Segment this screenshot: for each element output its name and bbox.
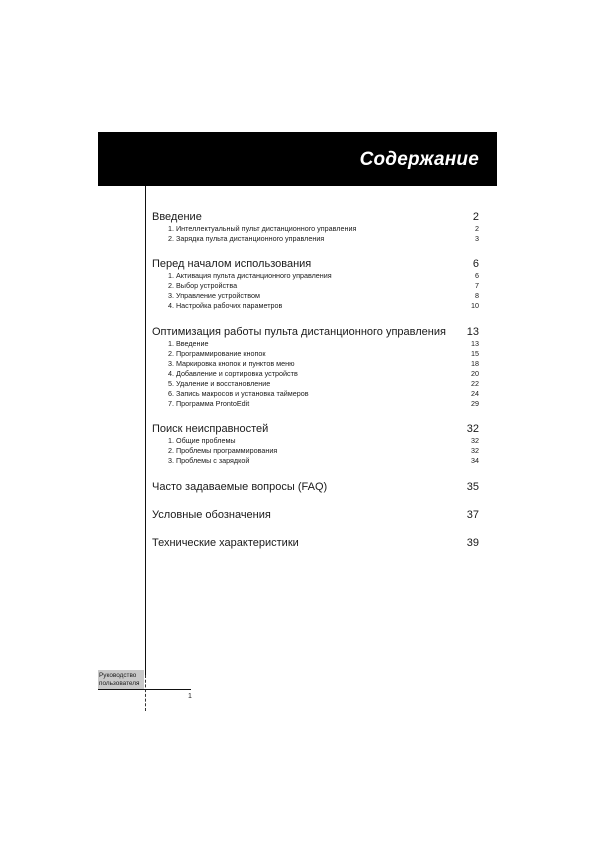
toc-entry[interactable]	[152, 281, 479, 291]
toc-entry-label: 4. Настройка рабочих параметров	[168, 301, 283, 311]
toc-entry[interactable]	[152, 349, 479, 359]
toc-section-page: 39	[466, 536, 479, 549]
toc-entry-page: 8	[475, 291, 479, 301]
toc-section	[152, 257, 479, 311]
toc-entry[interactable]	[152, 224, 479, 234]
toc-section-page: 37	[466, 508, 479, 521]
page-title: Содержание	[359, 149, 479, 170]
toc-entry-label: 3. Управление устройством	[168, 291, 260, 301]
footer-rule	[98, 689, 191, 690]
toc-entry[interactable]	[152, 369, 479, 379]
toc-entry-page: 34	[471, 456, 479, 466]
toc-entry-page: 15	[471, 348, 479, 358]
toc-entry-label: 3. Маркировка кнопок и пунктов меню	[168, 358, 295, 368]
toc-entry[interactable]	[152, 359, 479, 369]
toc-section-page: 13	[466, 325, 479, 338]
toc-section-page: 32	[466, 423, 479, 436]
toc-section	[152, 325, 479, 410]
toc-entry-page: 10	[471, 301, 479, 311]
toc-entry-page: 6	[475, 271, 479, 281]
footer-label	[99, 672, 145, 688]
toc-section-row[interactable]	[152, 257, 479, 271]
toc-section-title: Оптимизация работы пульта дистанционного управления	[152, 325, 446, 338]
toc-entry[interactable]	[152, 301, 479, 311]
toc-section-row[interactable]	[152, 536, 479, 550]
toc-section-page: 6	[472, 258, 479, 271]
toc-entry-label: 7. Программа ProntoEdit	[168, 399, 250, 409]
toc-entry[interactable]	[152, 379, 479, 389]
toc-entry-label: 1. Общие проблемы	[168, 436, 236, 446]
toc-section-row[interactable]	[152, 508, 479, 522]
page-number: 1	[188, 693, 192, 700]
toc-entry[interactable]	[152, 389, 479, 399]
toc-entry-page: 29	[471, 399, 479, 409]
toc-section	[152, 480, 479, 494]
toc-entry-label: 2. Программирование кнопок	[168, 348, 266, 358]
toc-section-row[interactable]	[152, 422, 479, 436]
toc-entry-label: 2. Выбор устройства	[168, 281, 238, 291]
table-of-contents	[152, 210, 479, 564]
toc-section	[152, 422, 479, 466]
footer-label-line2: пользователя	[99, 680, 140, 687]
toc-entry-label: 1. Введение	[168, 338, 209, 348]
toc-section	[152, 210, 479, 244]
toc-section-title: Перед началом использования	[152, 258, 312, 271]
footer-label-line1: Руководство	[99, 672, 137, 679]
toc-entry-page: 3	[475, 234, 479, 244]
toc-section-page: 2	[472, 211, 479, 223]
toc-section-title: Условные обозначения	[152, 508, 271, 521]
toc-entry-page: 32	[471, 446, 479, 456]
toc-entry-label: 3. Проблемы с зарядкой	[168, 456, 250, 466]
toc-entry-label: 5. Удаление и восстановление	[168, 378, 271, 388]
toc-entry[interactable]	[152, 399, 479, 409]
toc-entry-page: 2	[475, 224, 479, 233]
toc-section	[152, 508, 479, 522]
toc-entry-label: 2. Зарядка пульта дистанционного управления	[168, 234, 325, 244]
toc-entry-label: 1. Активация пульта дистанционного управления	[168, 271, 332, 281]
toc-entry-label: 6. Запись макросов и установка таймеров	[168, 389, 309, 399]
toc-section-row[interactable]	[152, 325, 479, 339]
toc-entry[interactable]	[152, 234, 479, 244]
toc-section-page: 35	[466, 480, 479, 493]
toc-section-title: Введение	[152, 211, 202, 223]
toc-entry-page: 20	[471, 368, 479, 378]
toc-entry-label: 2. Проблемы программирования	[168, 446, 278, 456]
toc-section-title: Технические характеристики	[152, 536, 299, 549]
toc-entry[interactable]	[152, 291, 479, 301]
toc-section-row[interactable]	[152, 210, 479, 224]
toc-entry-label: 1. Интеллектуальный пульт дистанционного управления	[168, 224, 357, 233]
toc-entry-page: 22	[471, 378, 479, 388]
toc-entry-page: 24	[471, 389, 479, 399]
toc-entry[interactable]	[152, 436, 479, 446]
margin-dashed-rule	[145, 675, 146, 711]
toc-entry[interactable]	[152, 339, 479, 349]
header-bar	[98, 132, 497, 186]
toc-section	[152, 536, 479, 550]
toc-entry[interactable]	[152, 446, 479, 456]
toc-section-title: Часто задаваемые вопросы (FAQ)	[152, 480, 328, 493]
margin-rule	[145, 186, 146, 675]
toc-entry-page: 7	[475, 281, 479, 291]
toc-section-title: Поиск неисправностей	[152, 423, 269, 436]
toc-entry-label: 4. Добавление и сортировка устройств	[168, 368, 298, 378]
toc-entry-page: 32	[471, 436, 479, 446]
toc-entry[interactable]	[152, 271, 479, 281]
toc-entry[interactable]	[152, 456, 479, 466]
toc-section-row[interactable]	[152, 480, 479, 494]
toc-entry-page: 18	[471, 358, 479, 368]
toc-entry-page: 13	[471, 338, 479, 348]
